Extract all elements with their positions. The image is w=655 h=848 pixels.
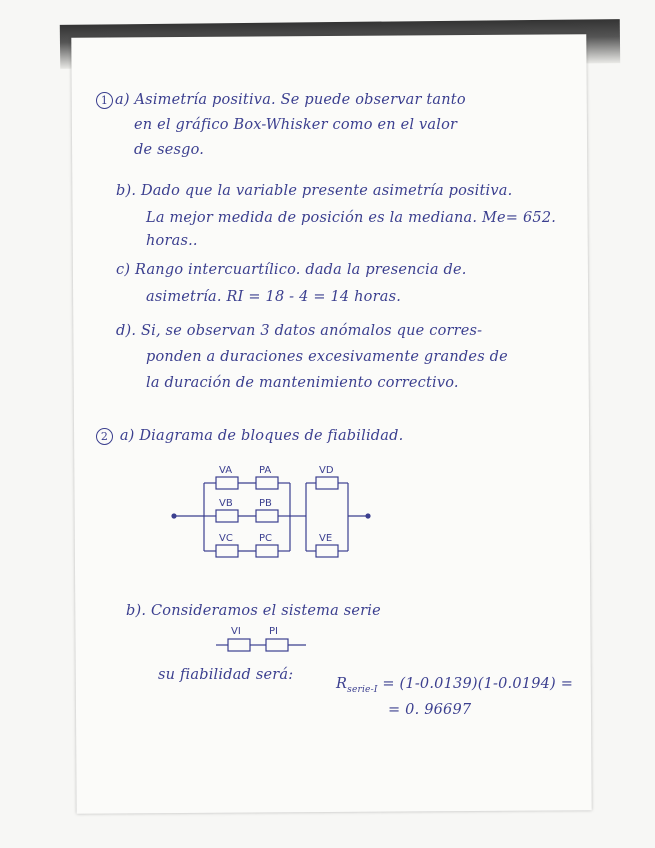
label-vb: VB [219,498,233,509]
q1d-line-3: la duración de mantenimiento correctivo. [146,375,459,391]
q1a-label: a) [115,92,130,108]
q1b-label: b). [116,183,137,199]
label-vc: VC [219,533,233,544]
q2a-text: Diagrama de bloques de fiabilidad. [139,428,404,444]
q2b-text: Consideramos el sistema serie [150,603,381,619]
label-vd: VD [319,465,334,476]
q1c-line-1 [116,262,467,278]
q1d-label: d). [116,323,137,339]
reliability-value: = 0. 96697 [388,702,472,718]
q2a-line [96,428,403,445]
q2-number-circle: 2 [96,428,113,445]
q1a-line-3: de sesgo. [134,142,205,158]
q2a-label: a) [119,428,135,444]
formula-rhs: = (1-0.0139)(1-0.0194) = [382,676,574,692]
q1c-text-1: Rango intercuartílico. dada la presencia de. [135,262,467,278]
label-pa: PA [259,465,272,476]
label-pb: PB [259,498,272,509]
q1d-line-1 [116,323,482,339]
label-pi: PI [269,626,278,637]
q1b-line-2: La mejor medida de posición es la mediana. Me= 652. [146,210,557,226]
q1a-line-2: en el gráfico Box-Whisker como en el valor [134,117,458,133]
formula-r: R [336,676,348,692]
q1-number-circle: 1 [96,92,113,109]
q2b-label: b). [126,603,147,619]
q1c-line-2: asimetría. RI = 18 - 4 = 14 horas. [146,289,402,305]
q2b-result-line [158,667,293,683]
reliability-formula [336,676,573,695]
series-system-diagram [214,622,314,658]
reliability-result-text: su fiabilidad será: [158,667,294,683]
q1a-text-1: Asimetría positiva. Se puede observar tanto [134,92,466,108]
q2b-line [126,603,381,619]
q1d-text-1: Si, se observan 3 datos anómalos que corres- [140,323,483,339]
q1d-line-2: ponden a duraciones excesivamente grandes de [146,349,508,365]
q1a-line-1 [96,92,466,109]
label-pc: PC [259,533,273,544]
label-va: VA [219,465,233,476]
label-ve: VE [319,533,333,544]
q1b-line-3: horas.. [146,233,198,249]
q1c-label: c) [116,262,131,278]
q1b-text-1: Dado que la variable presente asimetría positiva. [140,183,513,199]
q1b-line-1 [116,183,512,199]
formula-sub: serie-I [347,684,378,695]
reliability-block-diagram [160,455,390,575]
label-vi: VI [231,626,241,637]
